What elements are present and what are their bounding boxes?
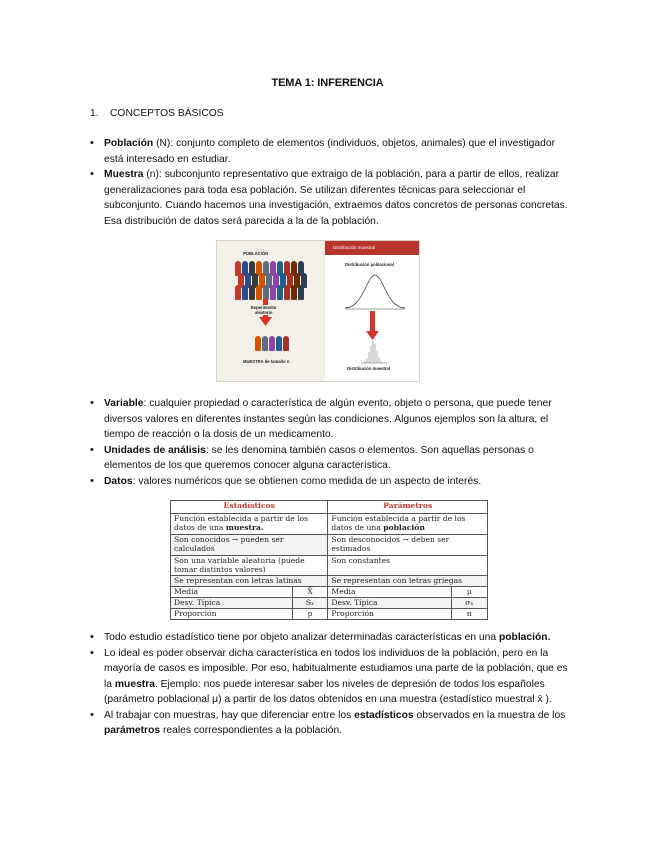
statistics-parameters-table	[170, 500, 488, 620]
section-number: 1.	[90, 108, 99, 119]
table-cell: X̄	[292, 587, 328, 598]
table-cell: p	[292, 609, 328, 620]
table-row	[171, 576, 488, 587]
table-row	[171, 514, 488, 535]
figure-label-dist-muestral: Distribución muestral	[347, 366, 391, 371]
item-text: Al trabajar con muestras, hay que diferenciar entre los	[104, 709, 355, 721]
definition-variable: : cualquier propiedad o característica de algún evento, objeto o persona, que puede tener diversos valores en diferentes instantes según las condiciones. Algunos ejemplos son la altura, el tiempo de reacción o la dosis de un medicamento.	[104, 398, 552, 440]
person-figure	[269, 336, 275, 351]
table-cell: π	[451, 609, 487, 620]
table-cell: Media	[171, 587, 293, 598]
term-datos: Datos	[104, 475, 133, 487]
item-text: reales correspondientes a la población.	[160, 725, 343, 736]
table-cell: μ	[451, 587, 487, 598]
section-label: CONCEPTOS BÁSICOS	[110, 108, 224, 119]
definition-unidades: : se les denomina también casos o elementos. Son aquellas personas o elementos de los que queremos conocer alguna característica.	[104, 444, 534, 471]
person-figure	[276, 336, 282, 351]
table-cell: Se representan con letras latinas	[171, 576, 328, 587]
list-item-datos	[90, 474, 570, 490]
item-bold-text: muestra	[114, 678, 155, 690]
table-cell: Son desconocidos → deben ser estimados	[328, 534, 488, 555]
table-cell: Sₓ	[292, 598, 328, 609]
figure-label-poblacion: POBLACIÓN	[243, 251, 269, 256]
item-bold-text: población.	[498, 632, 551, 643]
item-bold-text: parámetros	[104, 725, 161, 736]
list-item-unidades	[90, 443, 570, 474]
definitions-list-1	[90, 136, 570, 229]
definition-poblacion: (N): conjunto completo de elementos (individuos, objetos, animales) que el investigador está interesado en estudiar.	[104, 138, 555, 165]
list-item	[90, 630, 570, 646]
list-item	[90, 646, 570, 708]
list-item-muestra	[90, 167, 570, 229]
figure-label-dist-poblacional: Distribución poblacional	[345, 262, 394, 267]
table-row	[171, 598, 488, 609]
figure-right-panel	[325, 241, 419, 381]
table-row	[171, 587, 488, 598]
person-figure	[255, 336, 261, 351]
figure-label-experimento: Experimento aleatorio	[251, 305, 277, 315]
table-cell: Desv. Típica	[328, 598, 451, 609]
figure-title-band: Distribución muestral	[325, 241, 419, 255]
item-text: . Ejemplo: nos puede interesar saber los niveles de depresión de todos los españoles (parámetro poblacional μ) a partir de los datos obtenidos en una muestra (estadístico muestral x̄ ).	[104, 678, 552, 705]
cell-text: Función establecida a partir de los datos de una	[174, 514, 308, 532]
list-item	[90, 708, 570, 739]
definition-muestra: (n): subconjunto representativo que extraigo de la población, para a partir de ellos, realizar generalizaciones para toda esa población. Se utilizan diferentes técnicas para seleccionar el subconjunto. Cuando hacemos una investigación, extraemos datos concretos de personas concretas. Esa distribución de datos será parecida a la de la población.	[104, 169, 568, 227]
table-header-parametros: Parámetros	[328, 501, 488, 514]
term-variable: Variable	[104, 398, 144, 409]
item-text: Lo ideal es poder observar dicha característica en todos los individuos de la población, pero en la mayoría de casos es imposible. Por eso, habitualmente estudiamos una parte de la población, que es la	[104, 647, 568, 690]
term-poblacion: Población	[104, 138, 154, 149]
table-cell	[171, 514, 328, 535]
table-row	[171, 534, 488, 555]
item-text: observados en la muestra de los	[413, 709, 566, 721]
person-figure	[283, 336, 289, 351]
population-sample-figure	[216, 240, 420, 382]
list-item-poblacion	[90, 136, 570, 167]
table-cell: Media	[328, 587, 451, 598]
person-figure	[262, 336, 268, 351]
table-cell: Son una variable aleatoria (puede tomar distintos valores)	[171, 555, 328, 576]
figure-label-muestra: MUESTRA de tamaño n	[243, 359, 290, 364]
section-heading	[90, 106, 224, 122]
table-cell: Proporción	[328, 609, 451, 620]
table-cell: Son conocidos → pueden ser calculados	[171, 534, 328, 555]
table-header-estadisticos: Estadísticos	[171, 501, 328, 514]
definitions-list-2	[90, 396, 570, 489]
cell-bold-text: muestra.	[225, 523, 264, 532]
list-item-variable	[90, 396, 570, 443]
table-cell: Desv. Típica	[171, 598, 293, 609]
cell-bold-text: población	[383, 523, 425, 532]
table-cell: Proporción	[171, 609, 293, 620]
table-cell: Son constantes	[328, 555, 488, 576]
page-title: TEMA 1: INFERENCIA	[271, 77, 384, 89]
definition-datos: : valores numéricos que se obtienen como medida de un aspecto de interés.	[132, 475, 482, 487]
figure-left-panel	[217, 241, 325, 381]
table-cell: Se representan con letras griegas	[328, 576, 488, 587]
table-row	[171, 609, 488, 620]
term-muestra: Muestra	[104, 169, 144, 180]
item-text: Todo estudio estadístico tiene por objeto analizar determinadas características en una	[104, 632, 499, 643]
explanations-list	[90, 630, 570, 739]
table-row	[171, 555, 488, 576]
item-bold-text: estadísticos	[354, 709, 414, 721]
table-cell	[328, 514, 488, 535]
table-cell: σₓ	[451, 598, 487, 609]
distribution-curves	[325, 241, 419, 381]
cell-text: Función establecida a partir de los datos de una	[331, 514, 466, 532]
term-unidades: Unidades de análisis	[104, 444, 206, 456]
